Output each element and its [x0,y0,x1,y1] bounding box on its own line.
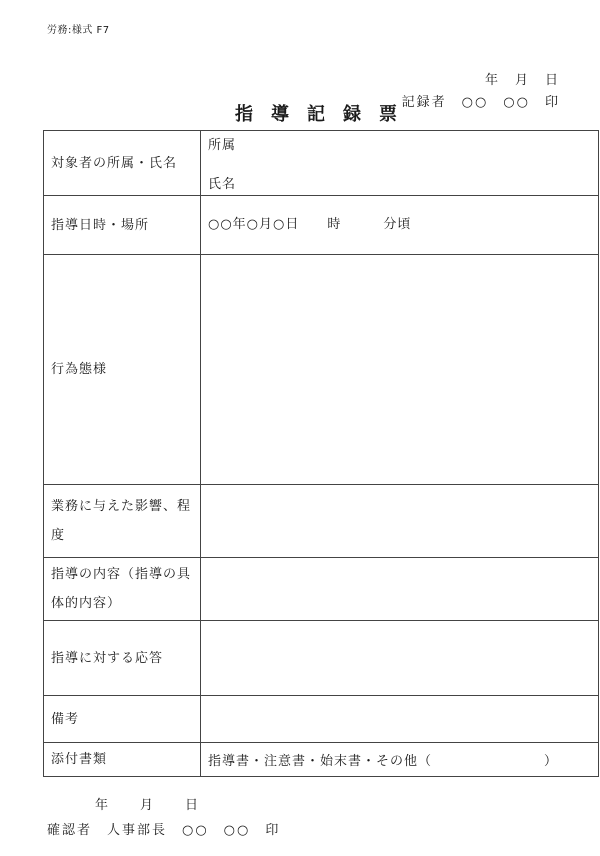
response-row-label: 指導に対する応答 [44,621,201,696]
subject-row-label: 対象者の所属・氏名 [44,131,201,196]
table-row-guidance-content [44,558,599,621]
table-row-remarks [44,696,599,743]
attachments-row-label: 添付書類 [44,743,201,777]
header-date-line: 年 月 日 [484,73,560,88]
behavior-row-label: 行為態様 [44,255,201,485]
impact-input-cell[interactable] [201,485,599,558]
impact-row-label: 業務に与えた影響、程度 [44,485,201,558]
name-sublabel: 氏名 [208,176,237,192]
remarks-row-label: 備考 [44,696,201,743]
datetime-place-input-cell[interactable]: ○○年○月○日 時 分頃 [201,196,599,255]
guidance-content-input-cell[interactable] [201,558,599,621]
table-row-attachments [44,743,599,777]
datetime-place-row-label: 指導日時・場所 [44,196,201,255]
guidance-record-table [43,130,599,777]
footer-date-line: 年 月 日 [95,798,201,813]
form-code-label: 労務:様式 F7 [47,25,110,36]
table-row-impact [44,485,599,558]
table-row-behavior [44,255,599,485]
behavior-input-cell[interactable] [201,255,599,485]
attachments-options-cell[interactable]: 指導書・注意書・始末書・その他（ ） [201,743,599,777]
table-row-response [44,621,599,696]
header-recorder-line: 記録者 ○○ ○○ 印 [401,95,560,110]
table-row-subject [44,131,599,196]
remarks-input-cell[interactable] [201,696,599,743]
footer-confirmer-line: 確認者 人事部長 ○○ ○○ 印 [47,823,281,838]
footer-block [47,793,280,843]
form-title: 指 導 記 録 票 [235,104,397,125]
subject-input-cell[interactable] [201,131,599,196]
affiliation-sublabel: 所属 [208,137,237,153]
response-input-cell[interactable] [201,621,599,696]
table-row-datetime-place [44,196,599,255]
guidance-content-row-label: 指導の内容（指導の具体的内容） [44,558,201,621]
